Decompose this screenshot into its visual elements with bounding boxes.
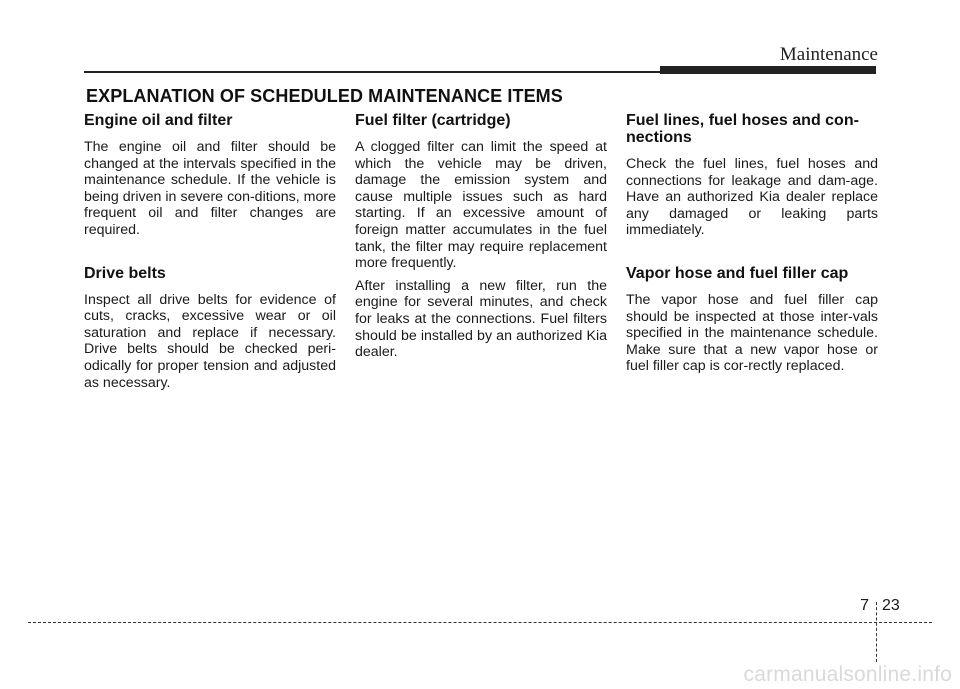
column-left (84, 112, 336, 397)
paragraph-drive-belts: Inspect all drive belts for evidence of cuts, cracks, excessive wear or oil saturation and replace if necessary. Drive belts should be checked peri-odically for proper tension and adjusted as necessary. (84, 291, 336, 391)
footer-divider (28, 622, 932, 623)
header-rule-accent (660, 66, 876, 74)
heading-vapor-hose: Vapor hose and fuel filler cap (626, 264, 849, 282)
chapter-number: 7 (860, 597, 869, 614)
heading-drive-belts: Drive belts (84, 264, 166, 282)
paragraph-engine-oil: The engine oil and filter should be changed at the intervals specified in the maintenance schedule. If the vehicle is being driven in severe con-ditions, more frequent oil and filter changes are required. (84, 139, 336, 238)
heading-engine-oil: Engine oil and filter (84, 112, 233, 129)
running-head: Maintenance (779, 44, 878, 65)
column-middle (355, 112, 607, 367)
watermark-link[interactable]: carmanualsonline.info (743, 663, 952, 686)
paragraph-vapor-hose: The vapor hose and fuel filler cap should be inspected at those inter-vals specified in the maintenance schedule. Make sure that a new vapor hose or fuel filler cap is cor-rectly replaced. (626, 291, 878, 375)
heading-fuel-lines: Fuel lines, fuel hoses and con-nections (626, 112, 859, 146)
page-number: 23 (882, 597, 900, 614)
paragraph-fuel-lines: Check the fuel lines, fuel hoses and connections for leakage and dam-age. Have an authorized Kia dealer replace any damaged or leaking parts immediately. (626, 156, 878, 239)
header-rule (84, 71, 660, 73)
paragraph-fuel-filter-1: A clogged filter can limit the speed at which the vehicle may be driven, damage the emission system and cause multiple issues such as hard starting. If an excessive amount of foreign matter accumulates in the fuel tank, the filter may require replacement more frequently. (355, 139, 607, 272)
paragraph-fuel-filter-2: After installing a new filter, run the engine for several minutes, and check for leaks at the connections. Fuel filters should be installed by an authorized Kia dealer. (355, 277, 607, 361)
footer-page-divider (876, 602, 877, 662)
section-title: EXPLANATION OF SCHEDULED MAINTENANCE ITEMS (86, 86, 563, 106)
heading-fuel-filter: Fuel filter (cartridge) (355, 112, 511, 129)
column-right (626, 112, 878, 381)
